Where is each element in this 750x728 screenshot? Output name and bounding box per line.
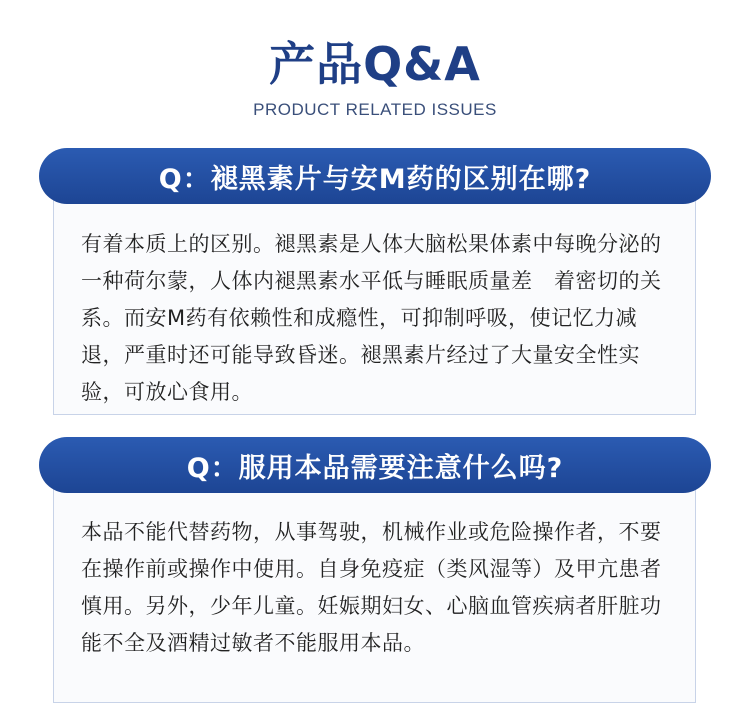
qa-question-pill-1: Q：褪黑素片与安M药的区别在哪? — [39, 148, 711, 204]
qa-answer-text-1: 有着本质上的区别。褪黑素是人体大脑松果体素中每晚分泌的一种荷尔蒙，人体内褪黑素水平低与睡眠质量差 着密切的关系。而安M药有依赖性和成瘾性，可抑制呼吸，使记忆力减退，严重时还可能导致昏迷。褪黑素片经过了大量安全性实验，可放心食用。 — [81, 232, 662, 404]
qa-answer-text-2: 本品不能代替药物，从事驾驶，机械作业或危险操作者，不要在操作前或操作中使用。自身免疫症（类风湿等）及甲亢患者慎用。另外，少年儿童。妊娠期妇女、心脑血管疾病者肝脏功能不全及酒精过敏者不能服用本品。 — [81, 520, 662, 655]
qa-answer-box-2 — [53, 465, 696, 703]
qa-question-pill-2: Q：服用本品需要注意什么吗? — [39, 437, 711, 493]
qa-answer-box-1 — [53, 175, 696, 415]
page-title: 产品Q&A — [269, 37, 481, 91]
page-subtitle: PRODUCT RELATED ISSUES — [253, 100, 497, 119]
